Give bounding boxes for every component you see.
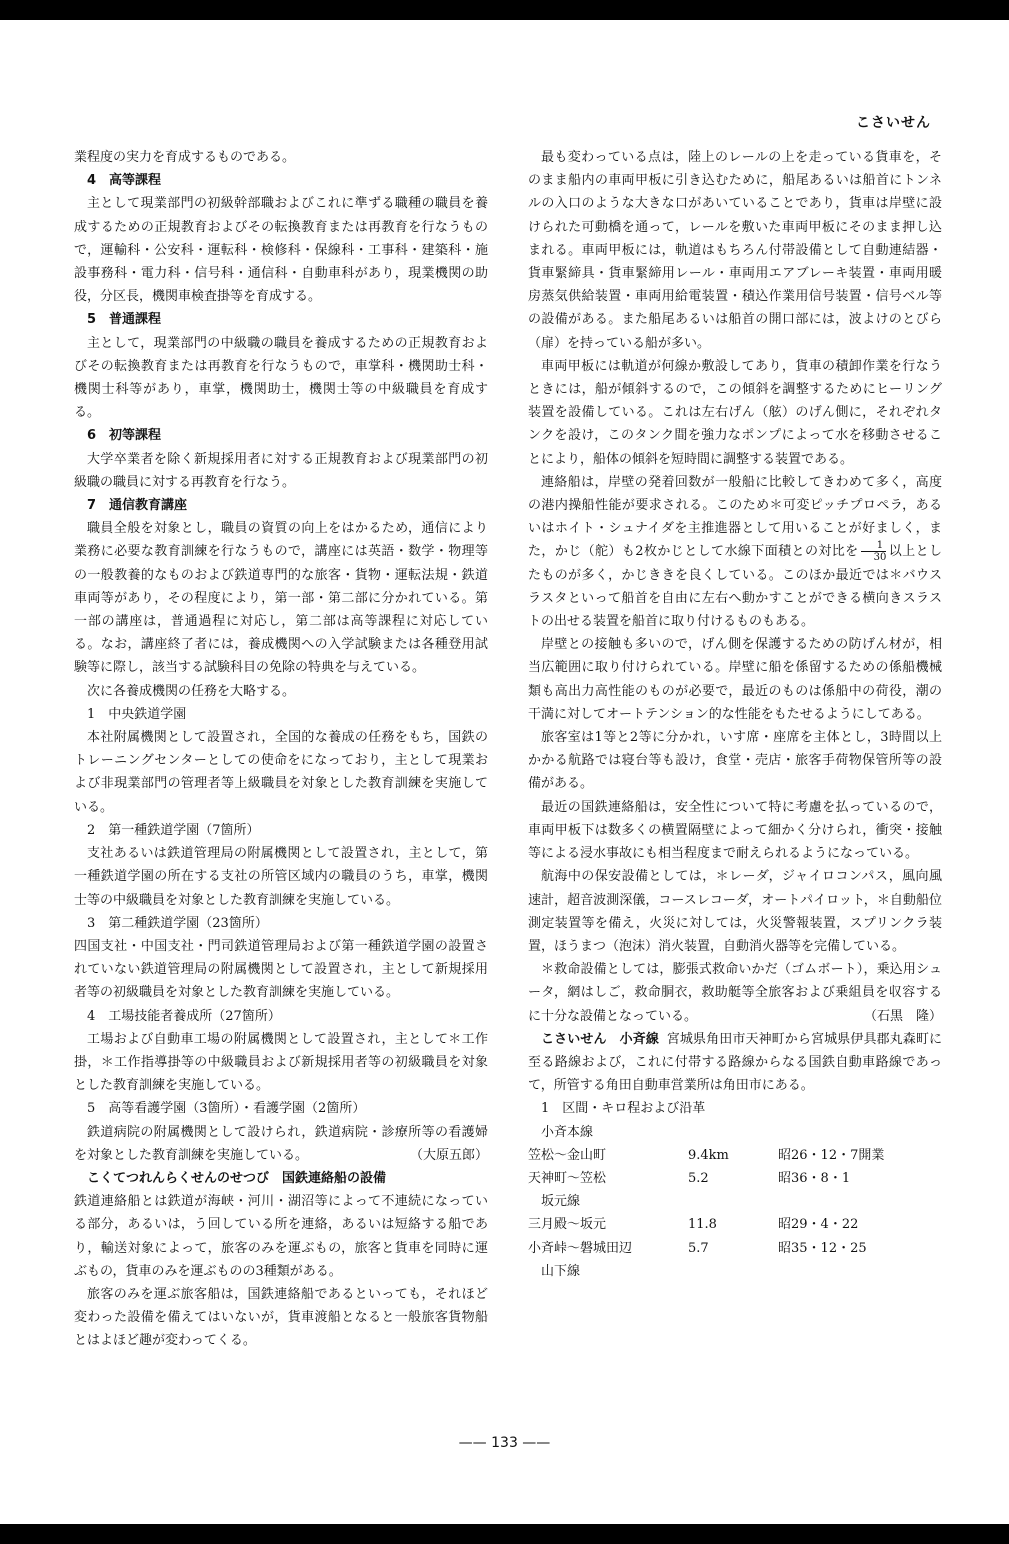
route-opened: 昭26・12・7開業 [778,1147,885,1163]
entry-text: 宮城県角田市天神町から宮城県伊具郡丸森町に至る路線および，これに付帯する路線からなる国鉄自動車路線であって，所管する角田自動車営業所は角田市にある。 [528,1031,942,1094]
paragraph: 工場および自動車工場の附属機関として設置され，主として＊工作掛，＊工作指導掛等の中級職員および新規採用者等の初級職員を対象とした教育訓練を実施している。 [74,1031,488,1094]
subsection-heading: 5 高等看護学園（3箇所）・看護学園（2箇所） [87,1101,366,1117]
subsection-heading: 3 第二種鉄道学園（23箇所） [87,915,268,931]
route-section: 天神町～笠松 [528,1170,607,1186]
route-opened: 昭36・8・1 [778,1170,851,1186]
entry-heading: こくてつれんらくせんのせつび 国鉄連絡船の設備 [87,1170,387,1186]
route-line-name: 山下線 [541,1263,581,1279]
right-column [528,146,942,1283]
paragraph: 最近の国鉄連絡船は，安全性について特に考慮を払っているので，車両甲板下は数多くの横置隔壁によって細かく分けられ，衝突・接触等による浸水事故にも相当程度まで耐えられるようになっている。 [528,799,942,862]
paragraph: 主として現業部門の初級幹部職およびこれに準ずる職種の職員を養成するための正規教育およびその転換教育または再教育を行なうもので，運輸科・公安科・運転科・検修科・保線科・工事科・建築科・施設事務科・電力科・信号科・通信科・自動車科があり，現業機関の助役，分区長，機関車検査掛等を育成する。 [74,196,488,305]
subsection-heading: 1 中央鉄道学園 [87,706,187,722]
entry-heading: こさいせん 小斉線 [541,1031,659,1047]
paragraph: 車両甲板には軌道が何線か敷設してあり，貨車の積卸作業を行なうときには，船が傾斜するので，この傾斜を調整するためにヒーリング装置を設備している。これは左右げん（舷）のげん側に，それぞれタンクを設け，このタンク間を強力なポンプによって水を移動させることにより，船体の傾斜を短時間に調整する装置である。 [528,358,942,467]
paragraph: 業程度の実力を育成するものである。 [74,150,296,165]
fraction-numerator: 1 [861,540,887,552]
subsection-heading: 1 区間・キロ程および沿革 [541,1101,706,1117]
paragraph: 支社あるいは鉄道管理局の附属機関として設置され，主として，第一種鉄道学園の所在する支社の所管区域内の職員のうち，車掌，機関士等の中級職員を対象とした教育訓練を実施している。 [74,846,488,908]
route-row [528,1144,942,1167]
paragraph: 大学卒業者を除く新規採用者に対する正規教育および現業部門の初級職の職員に対する再教育を行なう。 [74,451,488,490]
fraction [861,540,887,563]
page-number: —— 133 —— [458,1435,551,1451]
route-opened: 昭29・4・22 [778,1217,859,1233]
route-row [528,1167,942,1190]
paragraph: 本社附属機関として設置され，全国的な養成の任務をもち，国鉄のトレーニングセンターとしての使命をになっており，主として現業および非現業部門の管理者等上級職員を対象とした教育訓練を実施している。 [74,730,488,815]
entry-paragraph [528,1028,942,1098]
route-row [528,1213,942,1236]
paragraph [528,471,942,633]
route-line-name: 坂元線 [541,1194,581,1210]
top-black-bar [0,0,1009,20]
paragraph: 四国支社・中国支社・門司鉄道管理局および第一種鉄道学園の設置されていない鉄道管理局の附属機関として設置され，主として新規採用者等の初級職員を対象とした教育訓練を実施している。 [74,938,488,1001]
route-row [528,1237,942,1260]
section-heading: 7 通信教育講座 [87,498,188,514]
paragraph: 最も変わっている点は，陸上のレールの上を走っている貨車を，そのまま船内の車両甲板に引き込むために，船尾あるいは船首にトンネルの入口のような大きな口があいていることであり，貨車は岸壁に設けられた可動橋を通って，レールを敷いた車両甲板にそのまま押し込まれる。車両甲板には，軌道はもちろん付帯設備として自動連結器・貨車緊締具・貨車緊締用レール・車両用エアブレーキ装置・車両用暖房蒸気供給装置・車両用給電装置・積込作業用信号装置・信号ベル等の設備がある。また船尾あるいは船首の開口部には，波よけのとびら（扉）を持っている船が多い。 [528,150,942,351]
paragraph-text: ＊救命設備としては，膨張式救命いかだ（ゴムボート），乗込用シュータ，網はしご，救命胴衣，救助艇等全旅客および乗組員を収容するに十分な設備となっている。 [528,962,942,1024]
paragraph: 旅客のみを運ぶ旅客船は，国鉄連絡船であるといっても，それほど変わった設備を備えてはいないが，貨車渡船となると一般旅客貨物船とはよほど趣が変わってくる。 [74,1286,488,1349]
fraction-denominator: 30 [873,552,887,564]
paragraph-text: 鉄道病院の附属機関として設けられ，鉄道病院・診療所等の看護婦を対象とした教育訓練を実施している。 [74,1124,488,1163]
route-opened: 昭35・12・25 [778,1240,867,1256]
page-number-value: 133 [491,1435,518,1451]
paragraph: 主として，現業部門の中級職の職員を養成するための正規教育およびその転換教育または再教育を行なうもので，車掌科・機関助士科・機関士科等があり，車掌，機関助士，機関士等の中級職員を育成する。 [74,335,488,421]
paragraph: 航海中の保安設備としては，＊レーダ，ジャイロコンパス，風向風速計，超音波測深儀，コースレコーダ，オートパイロット，＊自動船位測定装置等を備え，火災に対しては，火災警報装置，スプリンクラ装置，ほうまつ（泡沫）消火装置，自動消火器等を完備している。 [528,869,942,954]
paragraph: 職員全般を対象とし，職員の資質の向上をはかるため，通信により業務に必要な教育訓練を行なうもので，講座には英語・数学・物理等の一般教養的なものおよび鉄道専門的な旅客・貨物・運転法規・鉄道車両等があり，その程度により，第一部・第二部に分かれている。第一部の講座は，普通過程に対応し，第二部は高等課程に対応している。なお，講座終了者には，養成機関への入学試験または各種登用試験等に際し，該当する試験科目の免除の特典を与えている。 [74,521,488,676]
paragraph-text: 連絡船は，岸壁の発着回数が一般船に比較してきわめて多く，高度の港内操船性能が要求される。このため＊可変ピッチプロペラ，あるいはホイト・シュナイダを主推進器として用いることが好ましく，また，かじ（舵）も2枚かじとして水線下面積との対比を [528,474,942,560]
paragraph [528,958,942,1028]
route-distance: 5.7 [688,1240,709,1256]
section-heading: 5 普通課程 [87,312,162,328]
author-credit: （石黒 隆） [863,1008,942,1024]
paragraph: 次に各養成機関の任務を大略する。 [87,683,296,699]
route-distance: 9.4km [688,1147,729,1163]
route-distance: 5.2 [688,1170,709,1186]
route-section: 小斉峠～磐城田辺 [528,1240,633,1256]
paragraph-text: 以上としたものが多く，かじききを良くしている。このほか最近では＊バウスラスタといって船首を自由に左右へ動かすことができる横向きスラストの出せる装置を船首に取り付けるものもある。 [528,544,942,630]
route-section: 三月殿～坂元 [528,1217,607,1233]
subsection-heading: 4 工場技能者養成所（27箇所） [87,1008,281,1024]
route-distance: 11.8 [688,1217,717,1233]
author-credit: （大原五郎） [409,1147,488,1163]
subsection-heading: 2 第一種鉄道学園（7箇所） [87,822,260,838]
route-line-name: 小斉本線 [541,1124,594,1140]
section-heading: 4 高等課程 [87,173,162,189]
paragraph: 鉄道連絡船とは鉄道が海峡・河川・湖沼等によって不連続になっている部分，あるいは，う回している所を連絡，あるいは短絡する船であり，輸送対象によって，旅客のみを運ぶもの，旅客と貨車を同時に運ぶもの，貨車のみを運ぶものの3種類がある。 [74,1194,488,1279]
paragraph: 旅客室は1等と2等に分かれ，いす席・座席を主体とし，3時間以上かかる航路では寝台等も設け，食堂・売店・旅客手荷物保管所等の設備がある。 [528,730,942,792]
route-section: 笠松～金山町 [528,1147,607,1163]
bottom-black-bar [0,1524,1009,1544]
section-heading: 6 初等課程 [87,428,162,444]
left-column [74,146,488,1353]
paragraph [74,1121,488,1167]
running-head: こさいせん [856,115,931,131]
paragraph: 岸壁との接触も多いので，げん側を保護するための防げん材が，相当広範囲に取り付けられている。岸壁に船を係留するための係船機械類も高出力高性能のものが必要で，最近のものは係船中の荷役，潮の干満に対してオートテンション的な性能をもたせるようにしてある。 [528,637,942,722]
